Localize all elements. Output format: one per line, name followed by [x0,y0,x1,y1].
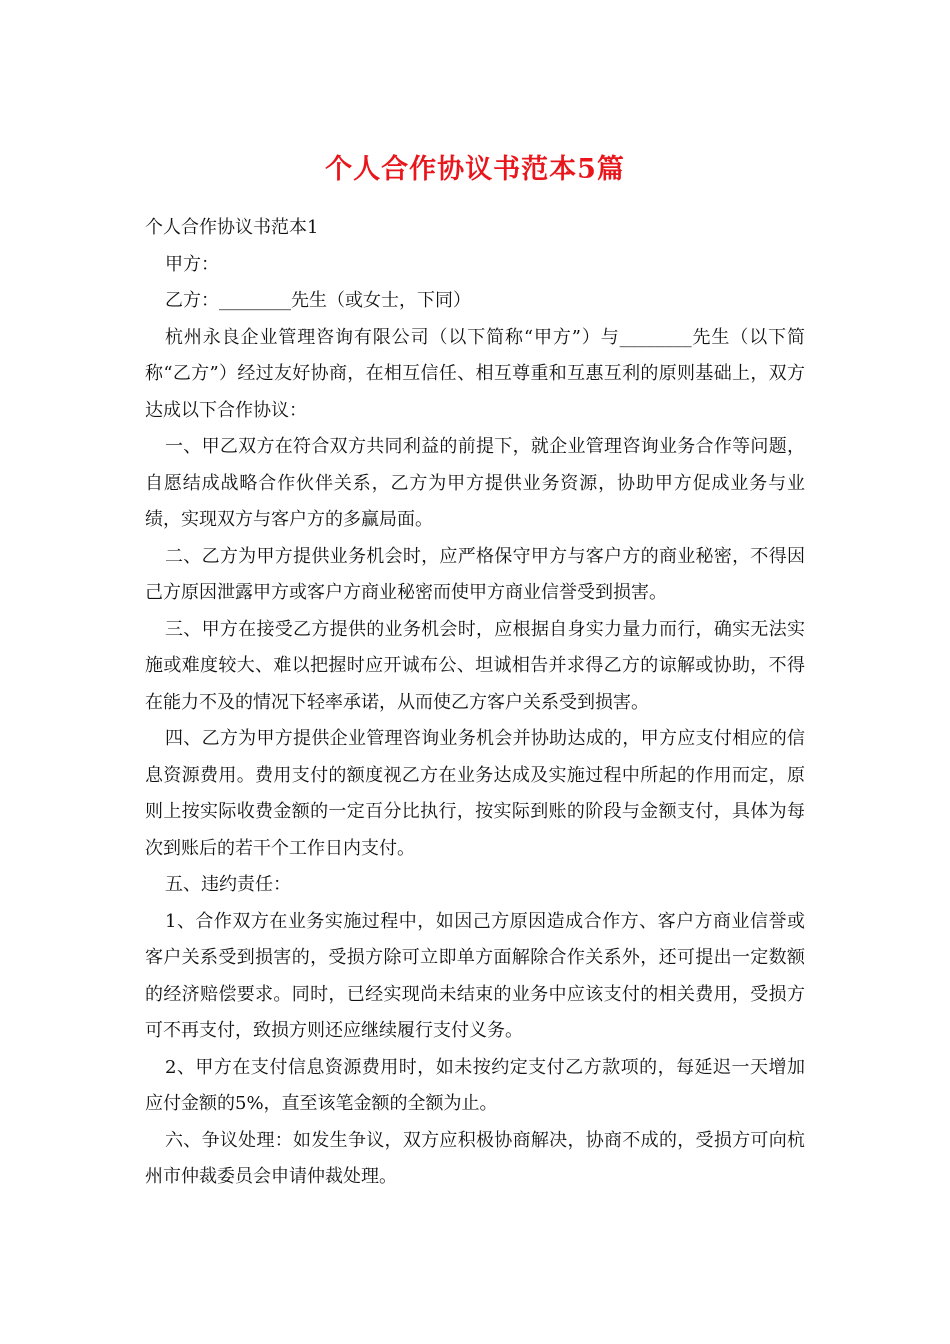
clause-3-paragraph: 三、甲方在接受乙方提供的业务机会时，应根据自身实力量力而行，确实无法实施或难度较大、难以把握时应开诚布公、坦诚相告并求得乙方的谅解或协助，不得在能力不及的情况下轻率承诺，从而使乙方客户关系受到损害。 [145,618,805,713]
intro-paragraph: 杭州永良企业管理咨询有限公司（以下简称“甲方”）与________先生（以下简称“乙方”）经过友好协商，在相互信任、相互尊重和互惠互利的原则基础上，双方达成以下合作协议： [145,326,805,421]
document-subtitle: 个人合作协议书范本1 [145,217,319,238]
clause-5-item-1: 1、合作双方在业务实施过程中，如因己方原因造成合作方、客户方商业信誉或客户关系受到损害的，受损方除可立即单方面解除合作关系外，还可提出一定数额的经济赔偿要求。同时，已经实现尚未结束的业务中应该支付的相关费用，受损方可不再支付，致损方则还应继续履行支付义务。 [145,910,805,1041]
party-a-line: 甲方： [165,253,219,275]
clause-6-paragraph: 六、争议处理：如发生争议，双方应积极协商解决，协商不成的，受损方可向杭州市仲裁委员会申请仲裁处理。 [145,1129,805,1187]
clause-5-item-2: 2、甲方在支付信息资源费用时，如未按约定支付乙方款项的，每延迟一天增加应付金额的5%，直至该笔金额的全额为止。 [145,1056,805,1114]
clause-1-paragraph: 一、甲乙双方在符合双方共同利益的前提下，就企业管理咨询业务合作等问题，自愿结成战略合作伙伴关系，乙方为甲方提供业务资源，协助甲方促成业务与业绩，实现双方与客户方的多赢局面。 [145,436,805,530]
document-page [145,150,805,1196]
document-title: 个人合作协议书范本5篇 [325,154,625,185]
clause-2-paragraph: 二、乙方为甲方提供业务机会时，应严格保守甲方与客户方的商业秘密，不得因己方原因泄露甲方或客户方商业秘密而使甲方商业信誉受到损害。 [145,545,805,603]
clause-4-paragraph: 四、乙方为甲方提供企业管理咨询业务机会并协助达成的，甲方应支付相应的信息资源费用。费用支付的额度视乙方在业务达成及实施过程中所起的作用而定，原则上按实际收费金额的一定百分比执行，按实际到账的阶段与金额支付，具体为每次到账后的若干个工作日内支付。 [145,728,805,859]
party-b-line: 乙方：________先生（或女士，下同） [165,290,471,311]
clause-5-heading: 五、违约责任： [165,874,291,895]
